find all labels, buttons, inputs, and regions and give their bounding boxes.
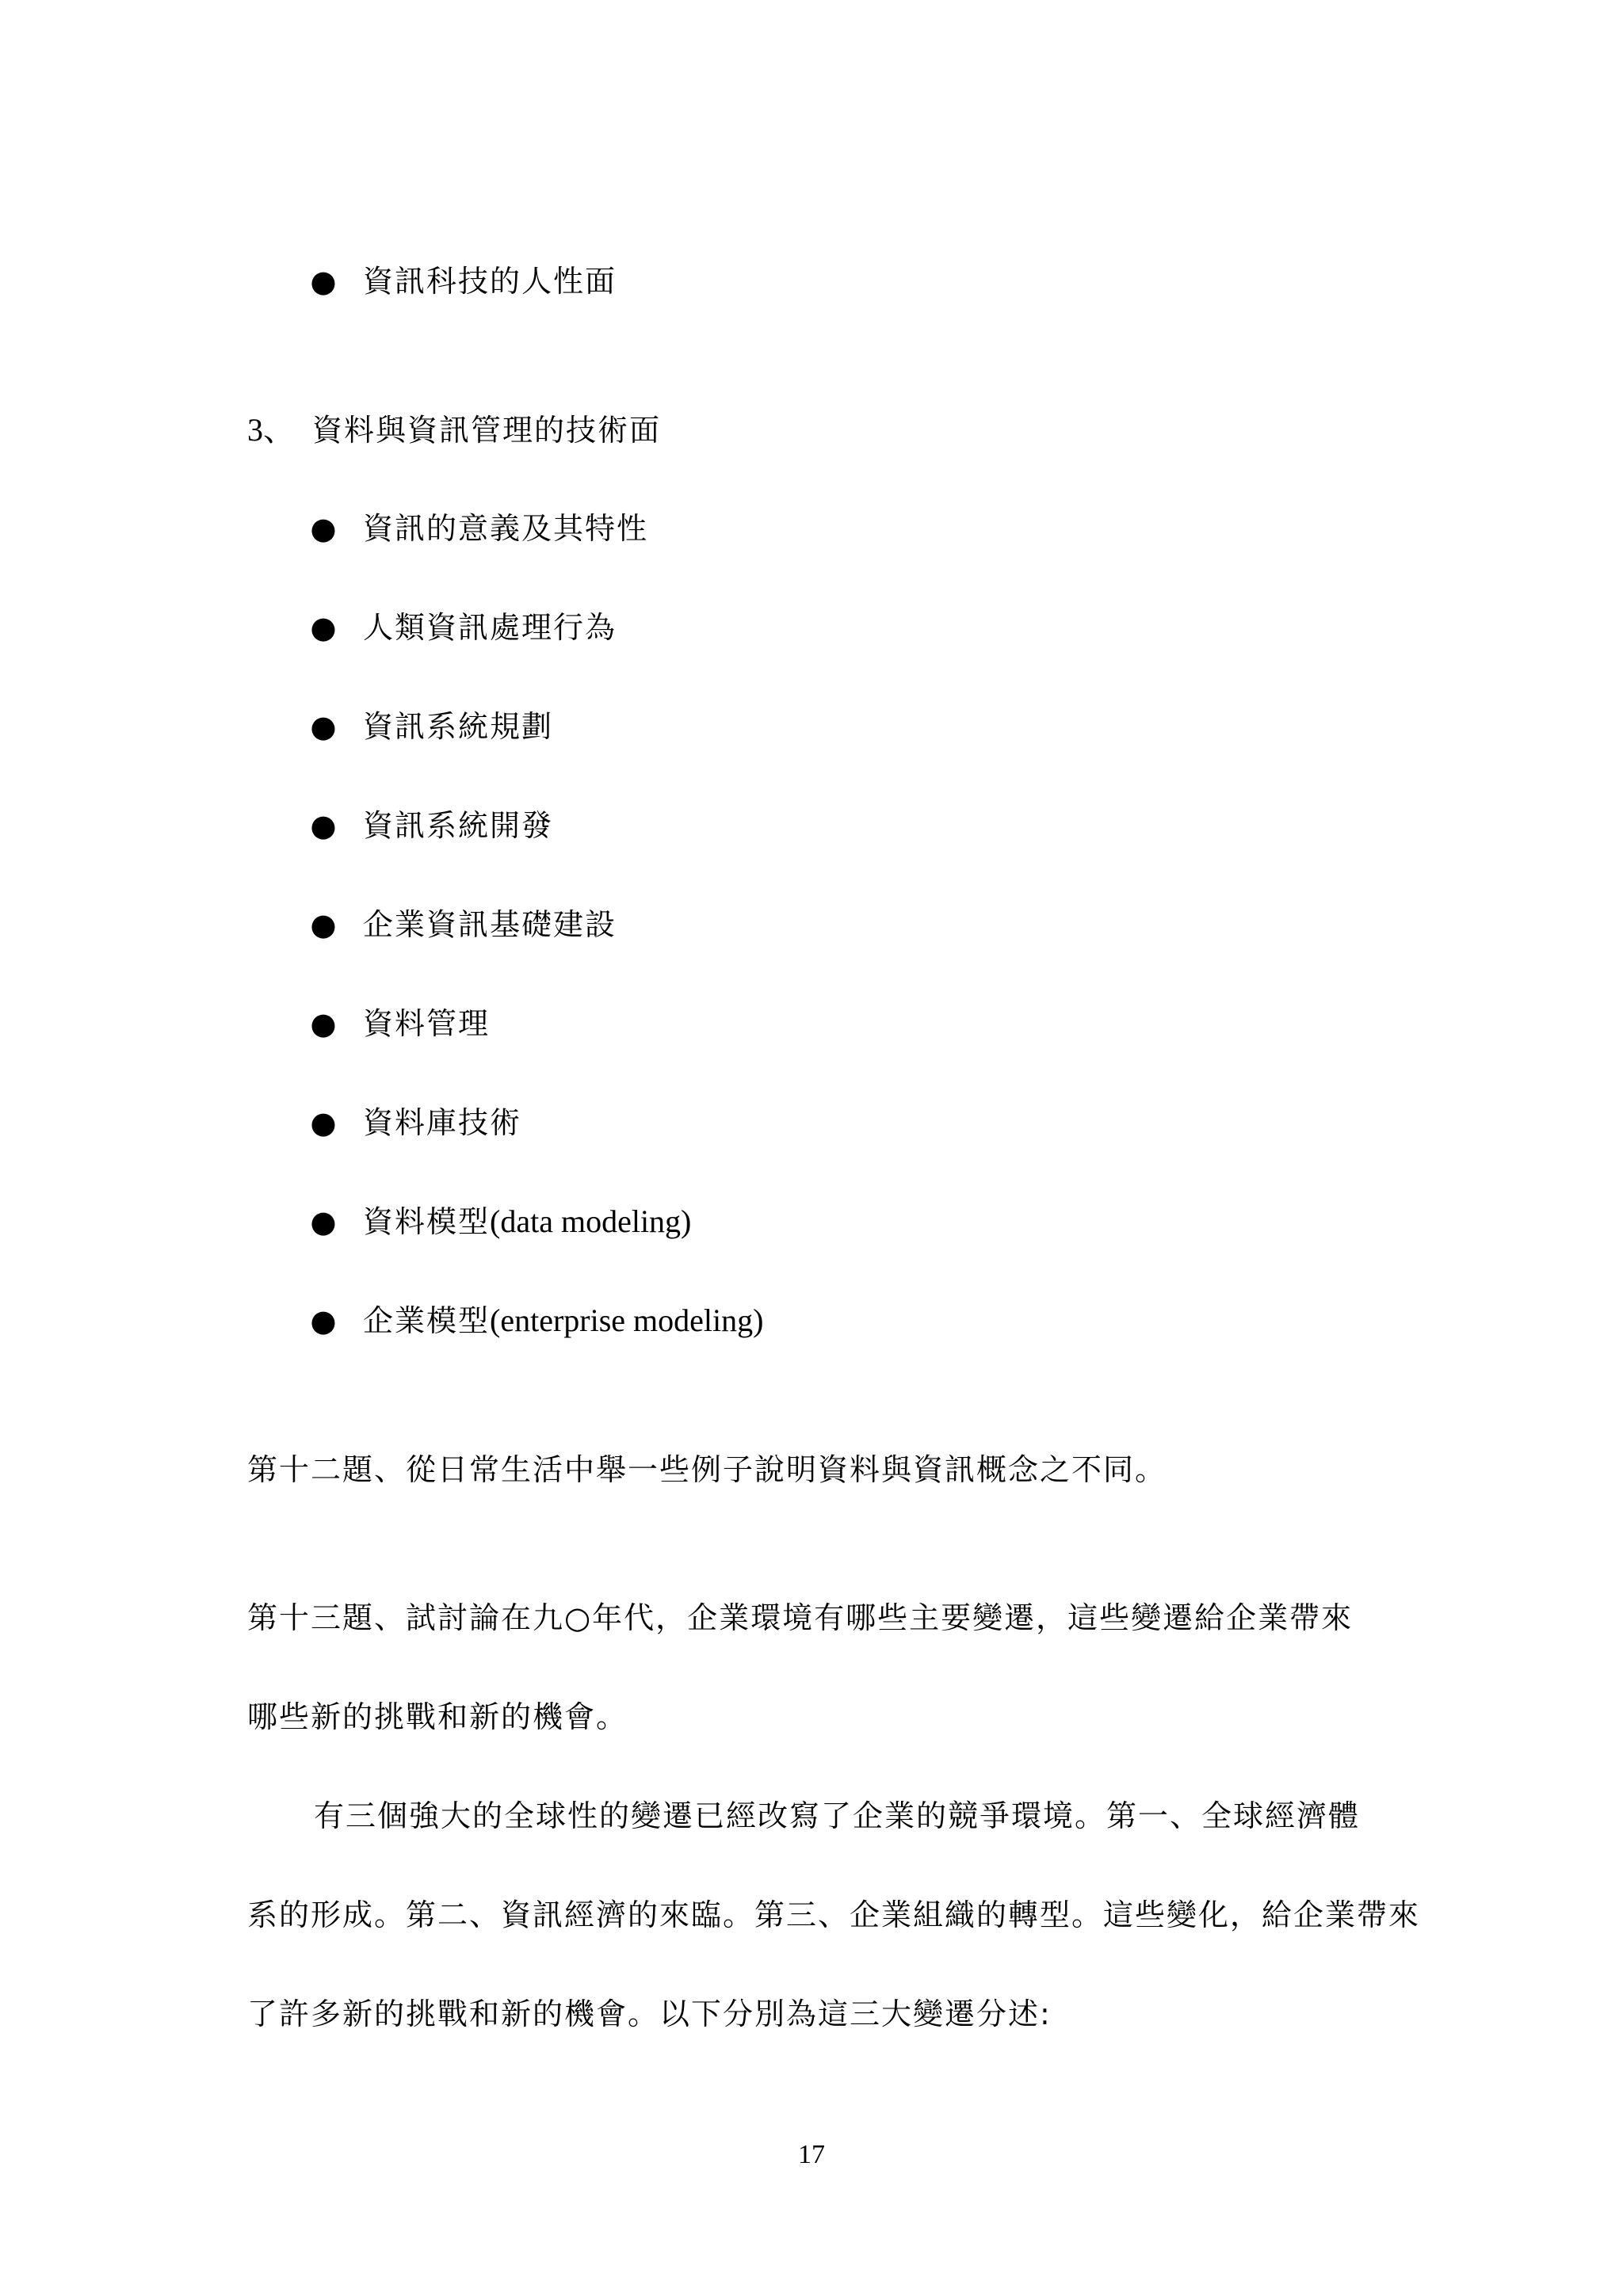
bullet-icon: ●	[310, 1204, 337, 1239]
bullet-icon: ●	[310, 511, 337, 546]
page-number: 17	[798, 2140, 825, 2169]
item-zh: 企業模型	[363, 1303, 491, 1338]
answer-line-1: 有三個強大的全球性的變遷已經改寫了企業的競爭環境。第一、全球經濟體	[314, 1798, 1361, 1833]
item-zh: 資料模型	[363, 1204, 491, 1239]
section-title: 資料與資訊管理的技術面	[312, 413, 662, 448]
list-item: 企業資訊基礎建設	[363, 907, 617, 942]
bullet-icon: ●	[310, 1006, 337, 1041]
list-item-enterprise-modeling	[363, 1301, 763, 1341]
question-13-line-2: 哪些新的挑戰和新的機會。	[247, 1699, 628, 1734]
list-item-human-side: 資訊科技的人性面	[363, 264, 617, 299]
list-item: 資料管理	[363, 1006, 491, 1041]
bullet-icon: ●	[310, 264, 337, 299]
section-3-heading	[247, 410, 661, 450]
list-item: 資訊的意義及其特性	[363, 511, 649, 546]
bullet-icon: ●	[310, 610, 337, 645]
list-item: 人類資訊處理行為	[363, 610, 617, 645]
section-number: 3、	[247, 412, 295, 448]
bullet-icon: ●	[310, 709, 337, 744]
list-item: 資訊系統規劃	[363, 709, 554, 744]
bullet-icon: ●	[310, 907, 337, 942]
answer-line-3: 了許多新的挑戰和新的機會。以下分別為這三大變遷分述:	[247, 1997, 1052, 2031]
bullet-icon: ●	[310, 1303, 337, 1338]
bullet-icon: ●	[310, 808, 337, 843]
question-13-line-1: 第十三題、試討論在九○年代，企業環境有哪些主要變遷，這些變遷給企業帶來	[247, 1600, 1354, 1635]
bullet-icon: ●	[310, 1105, 337, 1140]
list-item-data-modeling	[363, 1202, 691, 1241]
list-item: 資料庫技術	[363, 1105, 522, 1140]
item-en: (enterprise modeling)	[490, 1302, 764, 1338]
question-12: 第十二題、從日常生活中舉一些例子說明資料與資訊概念之不同。	[247, 1452, 1167, 1487]
list-item: 資訊系統開發	[363, 808, 554, 843]
answer-line-2: 系的形成。第二、資訊經濟的來臨。第三、企業組織的轉型。這些變化，給企業帶來	[247, 1897, 1421, 1932]
item-en: (data modeling)	[490, 1203, 692, 1239]
